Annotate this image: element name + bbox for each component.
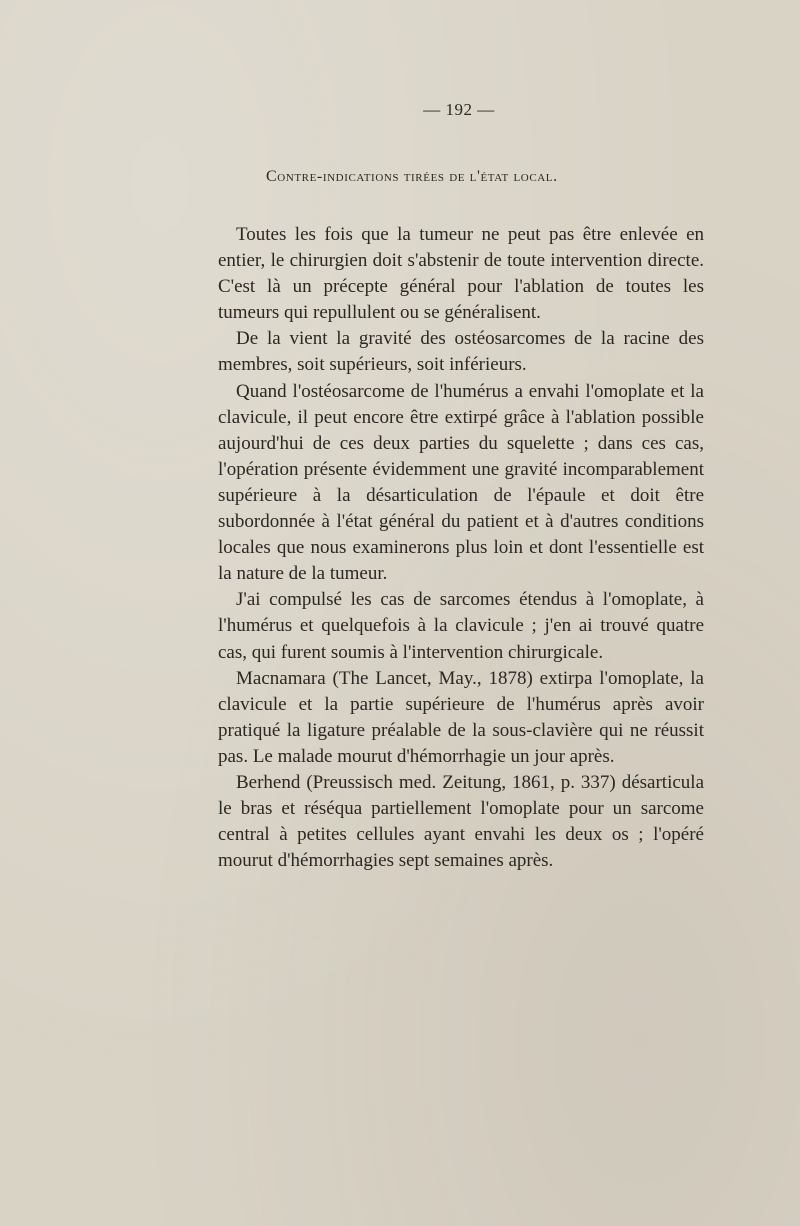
paragraph: Quand l'ostéosarcome de l'humérus a envahi l'omoplate et la clavicule, il peut encore être extirpé grâce à l'ablation possible aujourd'hui de ces deux parties du squelette ; dans ces cas, l'opération présente évidemment une gravité incomparablement supérieure à la désarticulation de l'épaule et doit être subordonnée à l'état général du patient et à d'autres conditions locales que nous examinerons plus loin et dont l'essentielle est la nature de la tumeur. [218,380,704,585]
paragraph: Macnamara (The Lancet, May., 1878) extirpa l'omoplate, la clavicule et la partie supérieure de l'humérus après avoir pratiqué la ligature préalable de la sous-clavière qui ne réussit pas. Le malade mourut d'hémorrhagie un jour après. [218,667,704,767]
paragraph: Berhend (Preussisch med. Zeitung, 1861, p. 337) désarticula le bras et réséqua partiellement l'omoplate pour un sarcome central à petites cellules ayant envahi les deux os ; l'opéré mourut d'hémorrhagies sept semaines après. [218,771,704,872]
body-text [218,222,704,874]
page-number [0,100,800,120]
paragraph: J'ai compulsé les cas de sarcomes étendus à l'omoplate, à l'humérus et quelquefois à la clavicule ; j'en ai trouvé quatre cas, qui furent soumis à l'intervention chirurgicale. [218,589,704,663]
page-number-text: — 192 — [423,100,495,119]
section-heading: Contre-indications tirées de l'état local. [266,168,558,185]
paragraph: De la vient la gravité des ostéosarcomes de la racine des membres, soit supérieurs, soit inférieurs. [218,328,704,376]
paragraph: Toutes les fois que la tumeur ne peut pas être enlevée en entier, le chirurgien doit s'abstenir de toute intervention directe. C'est là un précepte général pour l'ablation de toutes les tumeurs qui repullulent ou se généralisent. [218,224,704,324]
